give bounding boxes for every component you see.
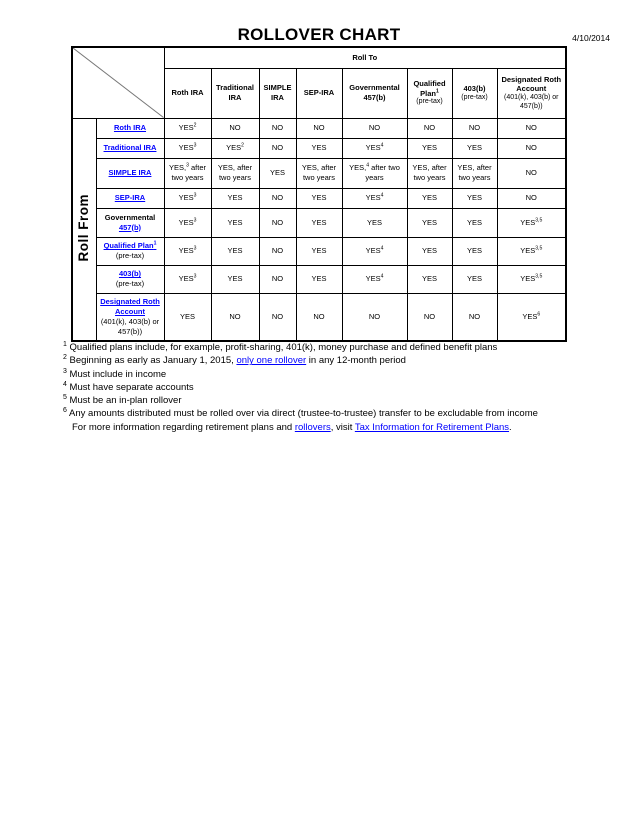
row-label-link[interactable]: SIMPLE IRA (108, 168, 152, 178)
answer-cell: YES,$^4$ after two years (342, 158, 407, 188)
roll-from-header (72, 118, 96, 341)
answer-cell: NO (452, 118, 497, 138)
footnote-marker: 6 (63, 407, 67, 415)
answer-cell: YES (452, 188, 497, 208)
col-header-title: Roth IRA (171, 88, 204, 98)
answer-cell: YES$^2$ (211, 138, 259, 158)
answer-cell: YES (211, 237, 259, 265)
col-header-governmental-457-b (342, 68, 407, 118)
answer-cell: NO (211, 118, 259, 138)
table-row (72, 265, 566, 293)
answer-cell: NO (497, 118, 566, 138)
answer-cell: YES, after two years (211, 158, 259, 188)
answer-cell: YES (211, 208, 259, 237)
answer-cell: YES (296, 138, 342, 158)
answer-cell: YES$^6$ (497, 293, 566, 341)
answer-cell: YES (452, 208, 497, 237)
footnote-link[interactable]: rollovers (294, 421, 331, 433)
col-header-roth-ira (164, 68, 211, 118)
answer-cell: YES (407, 138, 452, 158)
answer-cell: YES$^4$ (342, 188, 407, 208)
answer-cell: YES (342, 208, 407, 237)
footnote-link[interactable]: only one rollover (236, 355, 307, 367)
diagonal-corner-cell (72, 47, 164, 118)
row-label-link[interactable]: Designated Roth Account (100, 297, 160, 316)
col-header-traditional-ira (211, 68, 259, 118)
footnote-marker: 1 (63, 340, 67, 348)
diagonal-line (73, 48, 164, 118)
footnote: $^5$ Must be an in-plan rollover (63, 394, 182, 407)
answer-cell: YES$^{3,5}$ (497, 237, 566, 265)
answer-cell: YES$^3$ (164, 188, 211, 208)
col-header-title: SEP-IRA (303, 88, 335, 98)
answer-cell: YES (211, 188, 259, 208)
col-header-title: Traditional IRA (216, 83, 254, 102)
answer-cell: YES$^{3,5}$ (497, 265, 566, 293)
row-label-link[interactable]: 457(b) (118, 222, 142, 232)
answer-cell: NO (497, 138, 566, 158)
row-label-link[interactable]: SEP-IRA (114, 193, 146, 203)
answer-cell: YES (296, 237, 342, 265)
footnote-link[interactable]: Tax Information for Retirement Plans (354, 421, 510, 433)
answer-cell: NO (259, 188, 296, 208)
rollover-chart-table (71, 46, 567, 342)
answer-cell: YES (259, 158, 296, 188)
col-header-qualified-plan (407, 68, 452, 118)
answer-cell: NO (259, 293, 296, 341)
row-label-link[interactable]: 403(b) (118, 269, 142, 279)
footnote: $^3$ Must include in income (63, 367, 167, 380)
footnote: $^2$ Beginning as early as January 1, 2015, only one rollover in any 12-month period (63, 354, 406, 367)
answer-cell: YES (452, 237, 497, 265)
page-title: ROLLOVER CHART (237, 25, 401, 44)
answer-cell: NO (259, 208, 296, 237)
col-header-subtitle: (pre-tax) (461, 93, 488, 101)
date-stamp: 4/10/2014 (572, 33, 610, 43)
answer-cell: YES (452, 265, 497, 293)
footnotes-section (63, 341, 625, 434)
answer-cell: NO (342, 118, 407, 138)
answer-cell: NO (211, 293, 259, 341)
row-label-link[interactable]: Traditional IRA (103, 143, 157, 153)
table-row (72, 208, 566, 237)
answer-cell: YES, after two years (296, 158, 342, 188)
answer-cell: YES$^3$ (164, 208, 211, 237)
answer-cell: NO (407, 118, 452, 138)
table-row (72, 158, 566, 188)
answer-cell: YES (296, 188, 342, 208)
row-label-governmental-457-b (96, 208, 164, 237)
answer-cell: NO (259, 118, 296, 138)
row-label-403-b-pre-tax (96, 265, 164, 293)
col-header-simple-ira (259, 68, 296, 118)
answer-cell: NO (452, 293, 497, 341)
answer-cell: YES (296, 265, 342, 293)
table-row (72, 293, 566, 341)
answer-cell: YES (407, 237, 452, 265)
table-row (72, 188, 566, 208)
footnote: $^4$ Must have separate accounts (63, 380, 194, 393)
col-header-403-b (452, 68, 497, 118)
row-label-link[interactable]: Qualified Plan$^1$ (103, 240, 157, 251)
col-header-title: Designated Roth Account (501, 74, 562, 94)
row-label-sep-ira (96, 188, 164, 208)
answer-cell: NO (259, 237, 296, 265)
answer-cell: YES$^3$ (164, 138, 211, 158)
table-row (72, 237, 566, 265)
answer-cell: YES (452, 138, 497, 158)
row-label-qualified-plan-pre-tax (96, 237, 164, 265)
row-label-traditional-ira (96, 138, 164, 158)
row-label-link[interactable]: Roth IRA (113, 123, 147, 133)
answer-cell: YES$^4$ (342, 138, 407, 158)
answer-cell: NO (497, 158, 566, 188)
answer-cell: YES$^3$ (164, 265, 211, 293)
table-row (72, 138, 566, 158)
footnote-marker: 2 (63, 354, 67, 362)
col-header-designated-roth-account (497, 68, 566, 118)
answer-cell: NO (296, 118, 342, 138)
row-label-text: (pre-tax) (115, 279, 145, 288)
col-header-sep-ira (296, 68, 342, 118)
answer-cell: YES, after two years (407, 158, 452, 188)
footnote-marker: 3 (63, 367, 67, 375)
answer-cell: YES$^2$ (164, 118, 211, 138)
answer-cell: YES$^{3,5}$ (497, 208, 566, 237)
row-label-designated-roth-account-401-k-403-b-or-457-b (96, 293, 164, 341)
col-header-title: Governmental 457(b) (349, 83, 400, 102)
footnote: For more information regarding retirement plans and rollovers, visit Tax Information for Retirement Plans. (72, 421, 512, 433)
answer-cell: YES (407, 188, 452, 208)
roll-from-label: Roll From (76, 194, 92, 262)
col-header-title: 403(b) (463, 83, 486, 93)
row-label-text: (401(k), 403(b) or 457(b)) (100, 316, 160, 336)
answer-cell: NO (259, 265, 296, 293)
row-label-simple-ira (96, 158, 164, 188)
col-header-subtitle: (pre-tax) (416, 98, 443, 106)
answer-cell: NO (342, 293, 407, 341)
col-header-title: SIMPLE IRA (263, 83, 292, 102)
footnote: $^6$ Any amounts distributed must be rolled over via direct (trustee-to-trustee) transfer to be excludable from income (63, 407, 538, 420)
answer-cell: NO (259, 138, 296, 158)
answer-cell: YES (164, 293, 211, 341)
row-label-text: Governmental (104, 212, 156, 222)
answer-cell: YES (407, 265, 452, 293)
col-header-subtitle: (401(k), 403(b) or 457(b)) (504, 94, 559, 110)
answer-cell: NO (497, 188, 566, 208)
answer-cell: YES, after two years (452, 158, 497, 188)
roll-to-header: Roll To (164, 47, 566, 68)
answer-cell: YES (296, 208, 342, 237)
answer-cell: YES$^3$ (164, 237, 211, 265)
answer-cell: YES,$^3$ after two years (164, 158, 211, 188)
answer-cell: NO (296, 293, 342, 341)
table-row (72, 118, 566, 138)
footnote-marker: 4 (63, 380, 67, 388)
row-label-text: (pre-tax) (115, 251, 145, 260)
footnote: $^1$ Qualified plans include, for example, profit-sharing, 401(k), money purchase and defined benefit plans (63, 340, 498, 353)
answer-cell: YES$^4$ (342, 237, 407, 265)
answer-cell: NO (407, 293, 452, 341)
col-header-title: Qualified Plan$^1$ (413, 78, 446, 98)
row-label-roth-ira (96, 118, 164, 138)
answer-cell: YES (211, 265, 259, 293)
footnote-marker: 5 (63, 394, 67, 402)
answer-cell: YES$^4$ (342, 265, 407, 293)
answer-cell: YES (407, 208, 452, 237)
